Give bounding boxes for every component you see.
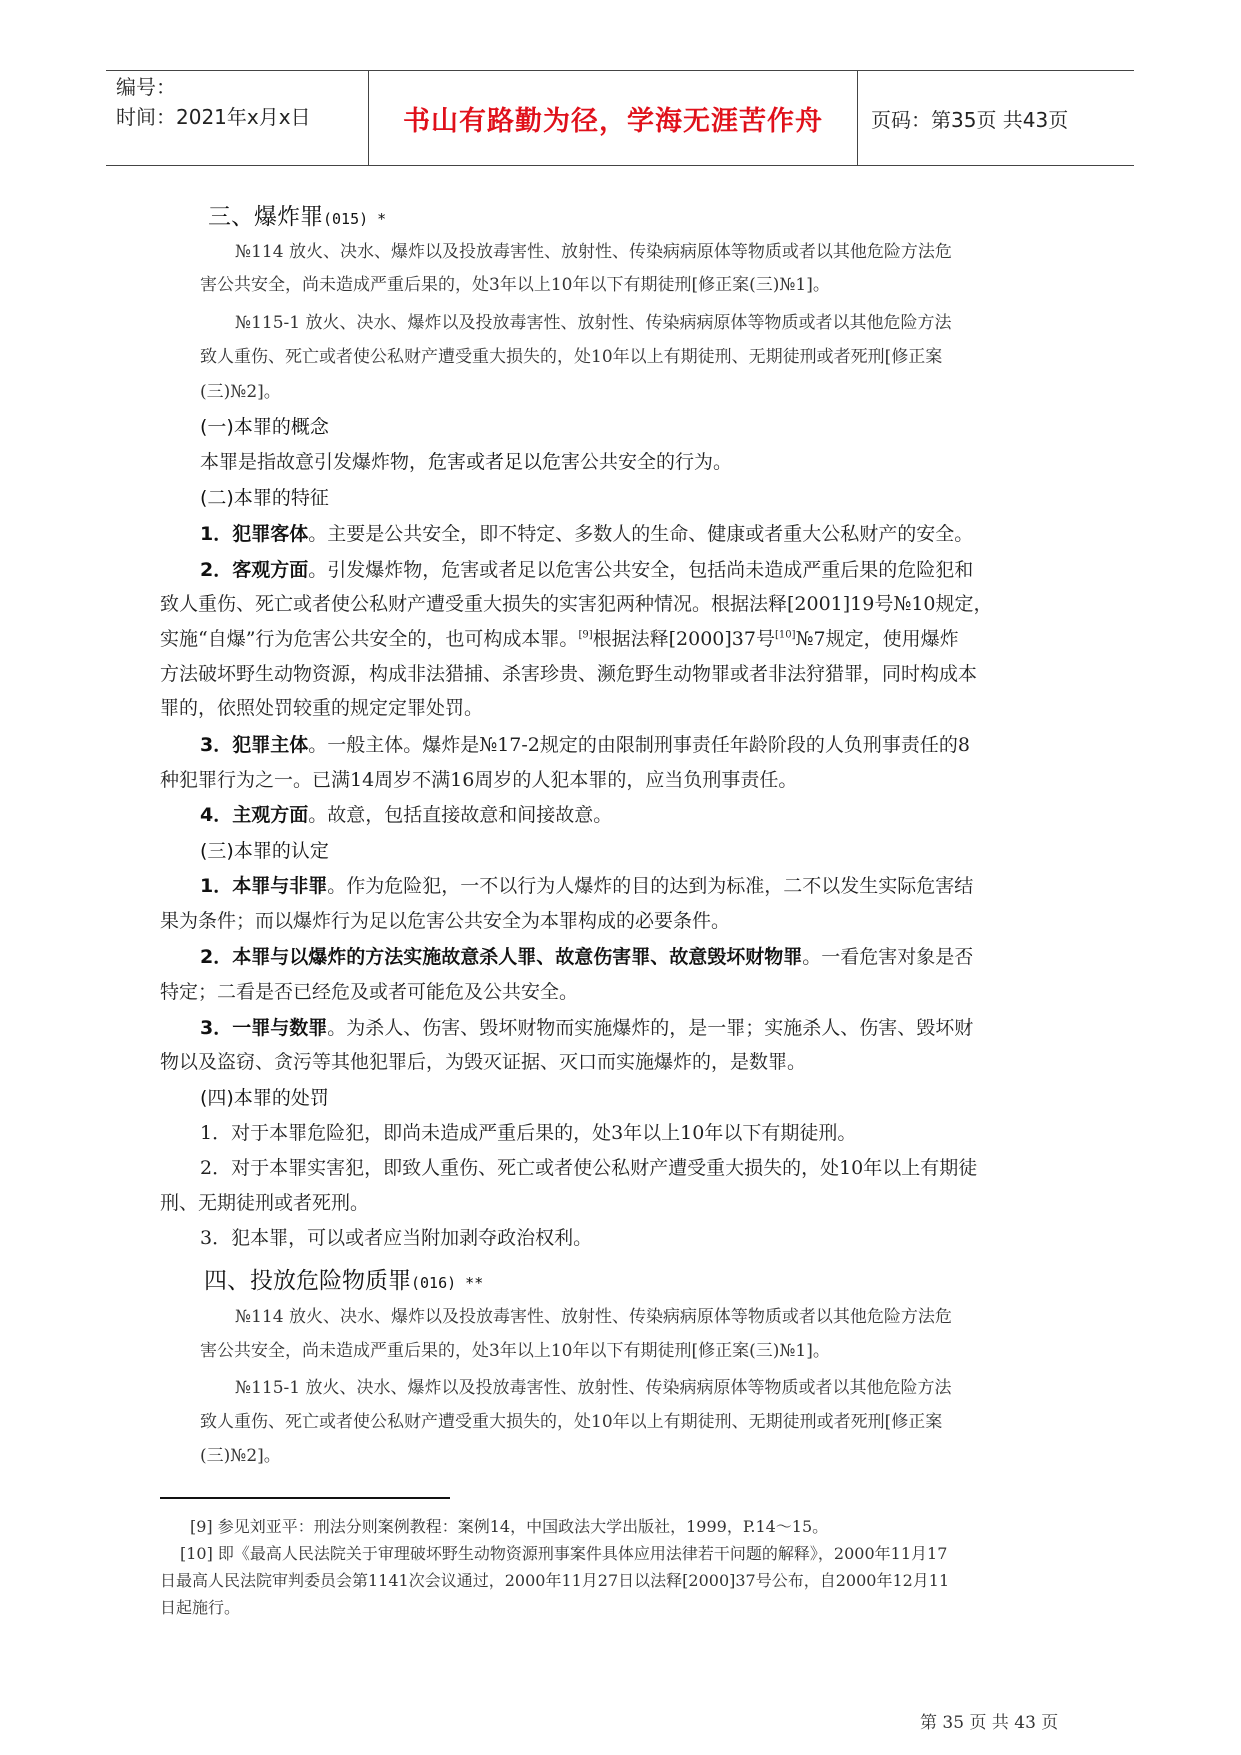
footnote: [9] 参见刘亚平：刑法分则案例教程：案例14，中国政法大学出版社，1999，P.14～15。	[190, 1517, 829, 1536]
footnote-ref[interactable]: [9]	[578, 629, 593, 641]
paragraph: 种犯罪行为之一。已满14周岁不满16周岁的人犯本罪的，应当负刑事责任。	[160, 769, 798, 791]
subsection-heading: (三)本罪的认定	[200, 840, 329, 862]
subsection-heading: (四)本罪的处罚	[200, 1087, 329, 1109]
law-text: №114 放火、决水、爆炸以及投放毒害性、放射性、传染病病原体等物质或者以其他危险方法危	[235, 1307, 952, 1327]
number-label: 编号：	[116, 75, 176, 99]
law-text: №115-1 放火、决水、爆炸以及投放毒害性、放射性、传染病病原体等物质或者以其他危险方法	[235, 1378, 952, 1398]
page-number: 第 35 页 共 43 页	[920, 1713, 1059, 1733]
motto: 书山有路勤为径，学海无涯苦作舟	[368, 71, 858, 165]
law-text: №115-1 放火、决水、爆炸以及投放毒害性、放射性、传染病病原体等物质或者以其他危险方法	[235, 313, 952, 333]
paragraph: 1．对于本罪危险犯，即尚未造成严重后果的，处3年以上10年以下有期徒刑。	[200, 1122, 857, 1144]
paragraph: 方法破坏野生动物资源，构成非法猎捕、杀害珍贵、濒危野生动物罪或者非法狩猎罪，同时构成本	[160, 663, 978, 685]
paragraph: 3．犯罪主体。一般主体。爆炸是№17-2规定的由限制刑事责任年龄阶段的人负刑事责任的8	[200, 734, 970, 756]
paragraph: 致人重伤、死亡或者使公私财产遭受重大损失的实害犯两种情况。根据法释[2001]19号№10规定，	[160, 593, 993, 615]
footnote-divider	[160, 1497, 450, 1499]
subsection-heading: (二)本罪的特征	[200, 487, 329, 509]
header-meta	[106, 71, 368, 165]
paragraph: 罪的，依照处罚较重的规定定罪处罚。	[160, 697, 484, 719]
law-text: (三)№2]。	[200, 382, 281, 402]
paragraph: 2．本罪与以爆炸的方法实施故意杀人罪、故意伤害罪、故意毁坏财物罪。一看危害对象是否	[200, 946, 974, 968]
law-text: №114 放火、决水、爆炸以及投放毒害性、放射性、传染病病原体等物质或者以其他危险方法危	[235, 242, 952, 262]
paragraph: 3．一罪与数罪。为杀人、伤害、毁坏财物而实施爆炸的，是一罪；实施杀人、伤害、毁坏财	[200, 1017, 974, 1039]
footnote: [10] 即《最高人民法院关于审理破坏野生动物资源刑事案件具体应用法律若干问题的解释》，2000年11月17	[180, 1544, 948, 1563]
footnote: 日起施行。	[160, 1598, 241, 1617]
paragraph: 物以及盗窃、贪污等其他犯罪后，为毁灭证据、灭口而实施爆炸的，是数罪。	[160, 1051, 807, 1073]
paragraph: 特定；二看是否已经危及或者可能危及公共安全。	[160, 981, 579, 1003]
subsection-heading: (一)本罪的概念	[200, 416, 329, 438]
section-title: 四、投放危险物质罪(016) **	[204, 1268, 484, 1294]
paragraph: 2．客观方面。引发爆炸物，危害或者足以危害公共安全，包括尚未造成严重后果的危险犯和	[200, 559, 974, 581]
time-label: 时间：2021年x月x日	[116, 105, 311, 129]
paragraph: 刑、无期徒刑或者死刑。	[160, 1192, 370, 1214]
paragraph: 2．对于本罪实害犯，即致人重伤、死亡或者使公私财产遭受重大损失的，处10年以上有期徒	[200, 1157, 978, 1179]
law-text: 害公共安全，尚未造成严重后果的，处3年以上10年以下有期徒刑[修正案(三)№1]。	[200, 1341, 830, 1361]
law-text: 致人重伤、死亡或者使公私财产遭受重大损失的，处10年以上有期徒刑、无期徒刑或者死刑[修正案	[200, 1412, 943, 1432]
paragraph: 果为条件；而以爆炸行为足以危害公共安全为本罪构成的必要条件。	[160, 910, 731, 932]
footnote: 日最高人民法院审判委员会第1141次会议通过，2000年11月27日以法释[2000]37号公布，自2000年12月11	[160, 1571, 950, 1590]
footnote-ref[interactable]: [10]	[774, 629, 796, 641]
paragraph: 4．主观方面。故意，包括直接故意和间接故意。	[200, 804, 613, 826]
page-header	[106, 70, 1134, 166]
section-title: 三、爆炸罪(015) *	[208, 204, 387, 230]
paragraph: 1．犯罪客体。主要是公共安全，即不特定、多数人的生命、健康或者重大公私财产的安全。	[200, 523, 974, 545]
law-text: (三)№2]。	[200, 1446, 281, 1466]
paragraph: 1．本罪与非罪。作为危险犯，一不以行为人爆炸的目的达到为标准，二不以发生实际危害结	[200, 875, 974, 897]
page-label: 页码：第35页 共43页	[871, 107, 1069, 132]
law-text: 害公共安全，尚未造成严重后果的，处3年以上10年以下有期徒刑[修正案(三)№1]。	[200, 275, 830, 295]
paragraph: 本罪是指故意引发爆炸物，危害或者足以危害公共安全的行为。	[200, 451, 733, 473]
paragraph: 实施“自爆”行为危害公共安全的，也可构成本罪。[9]根据法释[2000]37号[10]№7规定，使用爆炸	[160, 628, 959, 650]
law-text: 致人重伤、死亡或者使公私财产遭受重大损失的，处10年以上有期徒刑、无期徒刑或者死刑[修正案	[200, 347, 943, 367]
paragraph: 3．犯本罪，可以或者应当附加剥夺政治权利。	[200, 1227, 593, 1249]
